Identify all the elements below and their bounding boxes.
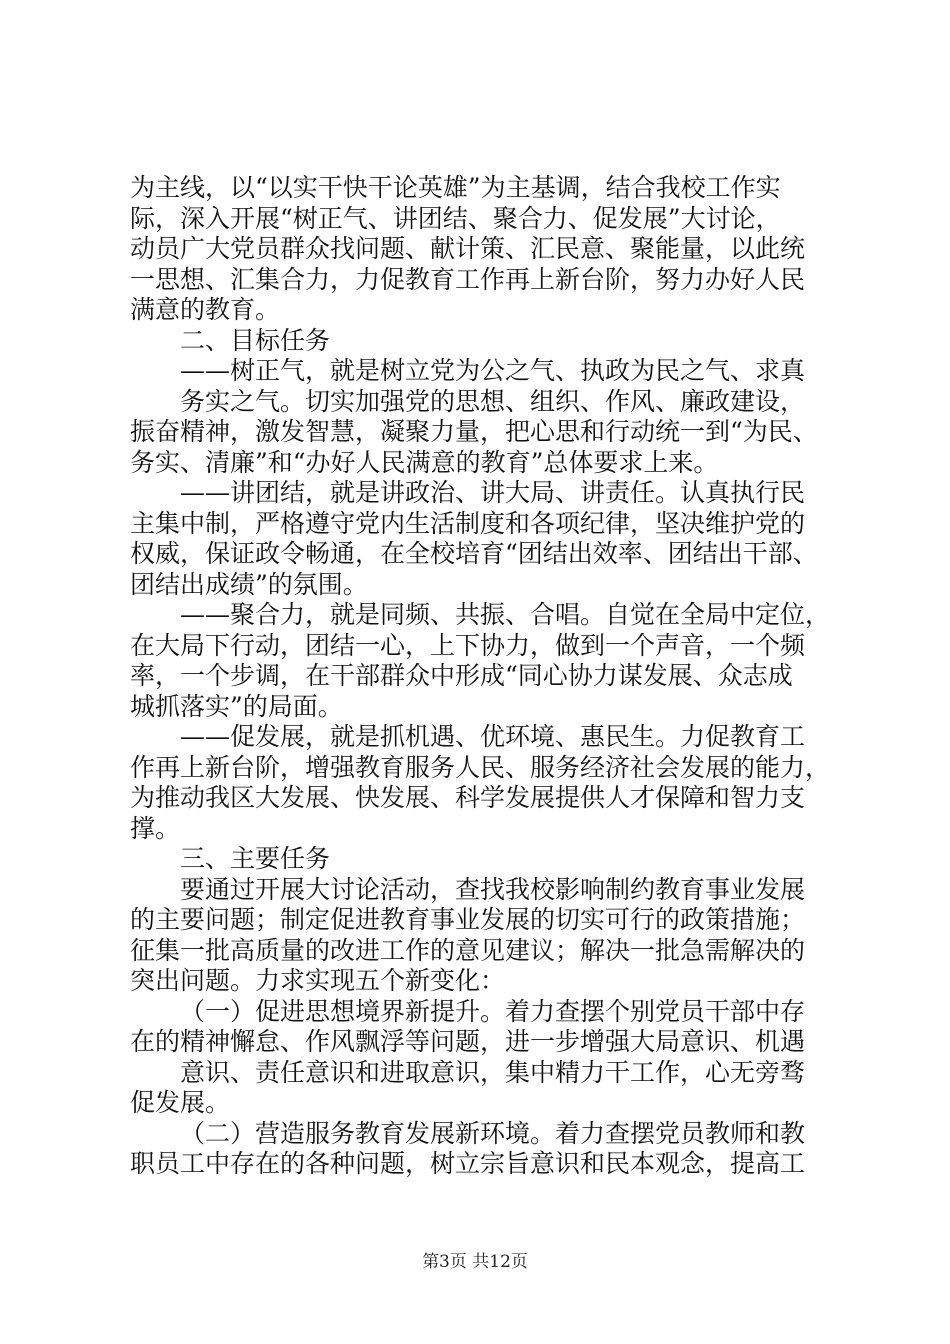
text-line: 在大局下行动，团结一心，上下协力，做到一个声音，一个频 [130, 630, 806, 660]
text-line: 征集一批高质量的改进工作的意见建议；解决一批急需解决的 [130, 935, 806, 965]
section-heading: 二、目标任务 [180, 325, 331, 355]
text-line: 作再上新台阶，增强教育服务人民、服务经济社会发展的能力， [130, 752, 831, 782]
text-line: 率，一个步调，在干部群众中形成“同心协力谋发展、众志成 [130, 661, 793, 690]
text-line: 振奋精神，激发智慧，凝聚力量，把心思和行动统一到“为民、 [130, 417, 818, 446]
text-line: 为推动我区大发展、快发展、科学发展提供人才保障和智力支 [130, 783, 806, 812]
text-line: ——讲团结，就是讲政治、讲大局、讲责任。认真执行民 [180, 478, 806, 507]
text-line: 职员工中存在的各种问题，树立宗旨意识和民本观念，提高工 [130, 1149, 806, 1178]
text-line: ——促发展，就是抓机遇、优环境、惠民生。力促教育工 [180, 722, 806, 751]
text-line: 要通过开展大讨论活动，查找我校影响制约教育事业发展 [180, 874, 806, 904]
document-body [130, 173, 830, 1180]
text-line: 促发展。 [130, 1088, 231, 1117]
text-line: 务实之气。切实加强党的思想、组织、作风、廉政建设， [180, 386, 806, 416]
text-line: 团结出成绩”的氛围。 [130, 569, 368, 599]
text-line: 在的精神懈怠、作风飘浮等问题，进一步增强大局意识、机遇 [130, 1027, 806, 1056]
text-line: 动员广大党员群众找问题、献计策、汇民意、聚能量，以此统 [130, 234, 806, 263]
text-line: 务实、清廉”和“办好人民满意的教育”总体要求上来。 [130, 447, 719, 477]
section-heading: 三、主要任务 [180, 844, 331, 873]
text-line: 城抓落实”的局面。 [130, 691, 343, 721]
text-line: 主集中制，严格遵守党内生活制度和各项纪律，坚决维护党的 [130, 508, 806, 538]
page-number-footer: 第3页 共12页 [422, 1252, 528, 1272]
text-line: 意识、责任意识和进取意识，集中精力干工作，心无旁骛 [180, 1057, 806, 1087]
text-line: 满意的教育。 [130, 295, 281, 324]
text-line: 一思想、汇集合力，力促教育工作再上新台阶，努力办好人民 [130, 264, 806, 294]
text-line: （一）促进思想境界新提升。着力查摆个别党员干部中存 [180, 996, 806, 1026]
text-line: （二）营造服务教育发展新环境。着力查摆党员教师和教 [180, 1118, 806, 1148]
text-line: ——聚合力，就是同频、共振、合唱。自觉在全局中定位， [180, 600, 831, 629]
text-line: 际，深入开展“树正气、讲团结、聚合力、促发展”大讨论， [130, 203, 781, 233]
text-line: 突出问题。力求实现五个新变化： [130, 966, 506, 995]
text-line: 撑。 [130, 813, 181, 843]
text-line: 为主线，以“以实干快干论英雄”为主基调，结合我校工作实 [130, 173, 781, 202]
text-line: 的主要问题；制定促进教育事业发展的切实可行的政策措施； [130, 905, 806, 934]
text-line: ——树正气，就是树立党为公之气、执政为民之气、求真 [180, 356, 806, 385]
text-line: 权威，保证政令畅通，在全校培育“团结出效率、团结出干部、 [130, 539, 818, 568]
